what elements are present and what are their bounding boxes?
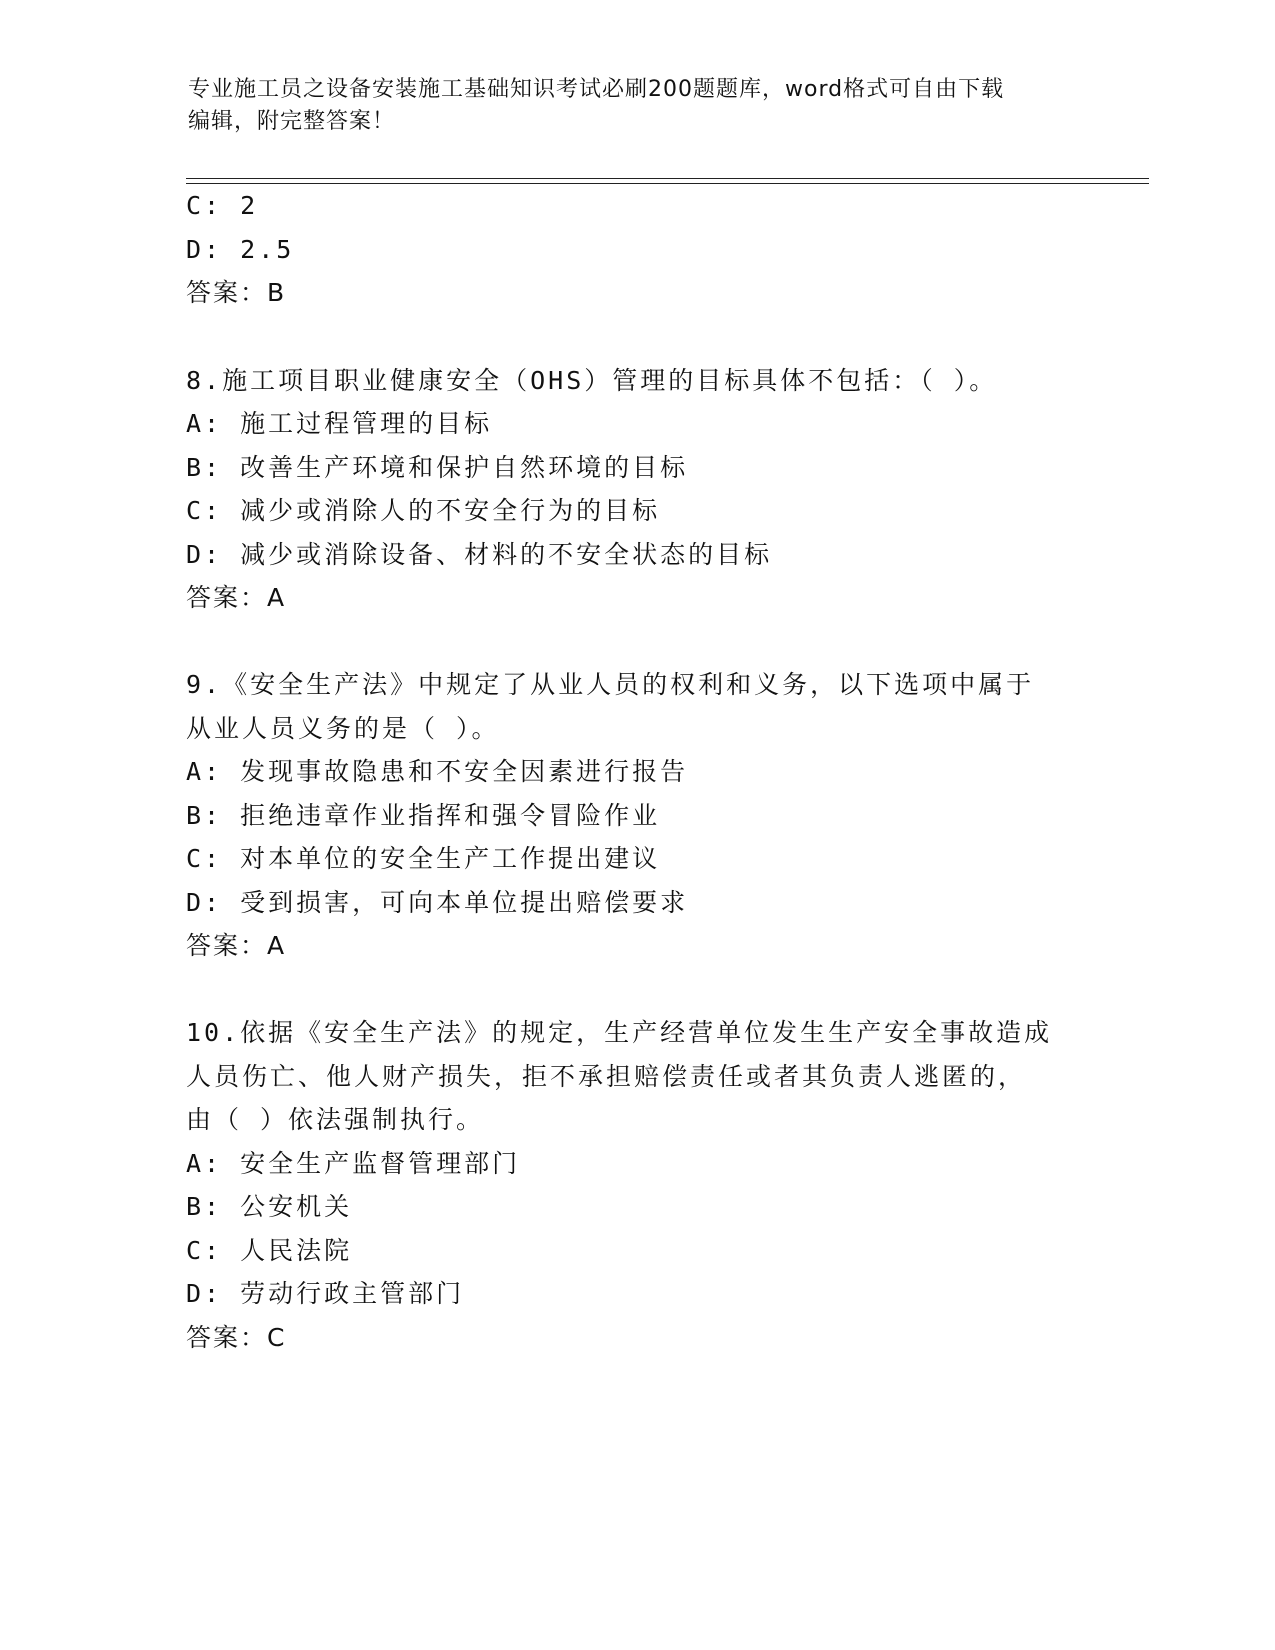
q9-answer: 答案：A [186, 931, 287, 960]
q10-option-c: C: 人民法院 [186, 1236, 353, 1265]
q7-option-d: D: 2.5 [186, 235, 295, 264]
q8-option-d: D: 减少或消除设备、材料的不安全状态的目标 [186, 540, 773, 569]
q10-option-a: A: 安全生产监督管理部门 [186, 1149, 521, 1178]
q9-option-b: B: 拒绝违章作业指挥和强令冒险作业 [186, 801, 661, 830]
q8-option-c: C: 减少或消除人的不安全行为的目标 [186, 496, 661, 525]
q9-option-d: D: 受到损害，可向本单位提出赔偿要求 [186, 888, 689, 917]
header-line-1: 专业施工员之设备安装施工基础知识考试必刷200题题库，word格式可自由下载 [188, 77, 1005, 102]
header-rule-top [186, 178, 1149, 179]
q10-option-d: D: 劳动行政主管部门 [186, 1279, 465, 1308]
q9-stem-line-2: 从业人员义务的是（ ）。 [186, 714, 500, 743]
q9-stem-line-1: 9.《安全生产法》中规定了从业人员的权利和义务，以下选项中属于 [186, 670, 1035, 699]
q8-answer: 答案：A [186, 583, 287, 612]
header-rule-bottom [186, 183, 1149, 184]
q9-option-a: A: 发现事故隐患和不安全因素进行报告 [186, 757, 689, 786]
q9-option-c: C: 对本单位的安全生产工作提出建议 [186, 844, 661, 873]
q10-stem-line-3: 由（ ）依法强制执行。 [186, 1105, 485, 1134]
document-header [188, 74, 1088, 138]
q10-option-b: B: 公安机关 [186, 1192, 353, 1221]
q7-answer: 答案：B [186, 278, 287, 307]
q10-stem-line-1: 10.依据《安全生产法》的规定，生产经营单位发生生产安全事故造成 [186, 1018, 1053, 1047]
q8-stem: 8.施工项目职业健康安全（OHS）管理的目标具体不包括：（ ）。 [186, 366, 998, 395]
q10-answer: 答案：C [186, 1323, 287, 1352]
q8-option-b: B: 改善生产环境和保护自然环境的目标 [186, 453, 689, 482]
q8-option-a: A: 施工过程管理的目标 [186, 409, 493, 438]
q7-option-c: C: 2 [186, 191, 259, 220]
q10-stem-line-2: 人员伤亡、他人财产损失，拒不承担赔偿责任或者其负责人逃匿的， [186, 1062, 1027, 1091]
header-line-2: 编辑，附完整答案！ [188, 109, 396, 134]
